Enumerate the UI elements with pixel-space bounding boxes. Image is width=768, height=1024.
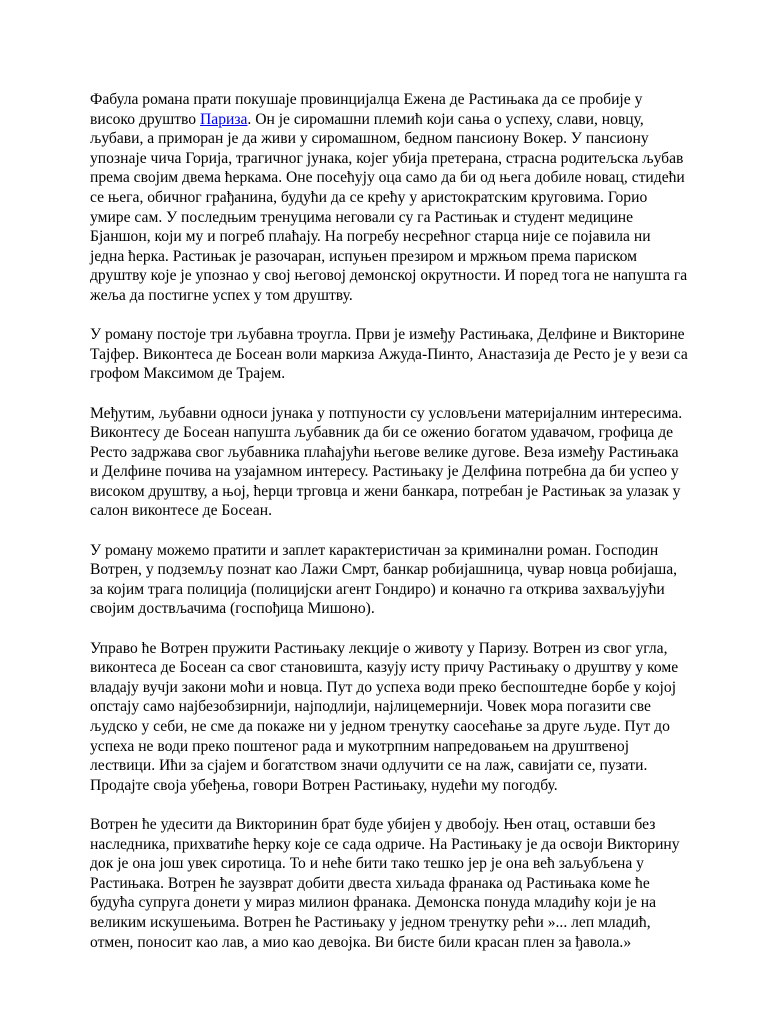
paris-link[interactable]: Париза (200, 110, 248, 128)
paragraph-vautrin-lessons: Управо ће Вотрен пружити Растињаку лекције о животу у Паризу. Вотрен из свог угла, виконтеса де Босеан са свог становишта, казују исту причу Растињаку о друштву у коме владају вучји закони моћи и новца. Пут до успеха води преко беспоштедне борбе у којој опстају само најбезобзирнији, најподлији, најлицемернији. Човек мора погазити све људско у себи, не сме да покаже ни у једном тренутку саосећање за друге људе. Пут до успеха не води преко поштеног рада и мукотрпним напредовањем на друштвеној лествици. Ићи за сјајем и богатством значи одлучити се на лаж, савијати се, пузати. Продајте своја убеђења, говори Вотрен Растињаку, нудећи му погодбу. (90, 639, 679, 794)
paragraph-text: . Он је сиромашни племић који сања о успеху, слави, новцу, љубави, а приморан је да живи у сиромашном, бедном пансиону Вокер. У пансиону упознаје чича Горија, трагичног јунака, којег убија претерана, страсна родитељска љубав према својим двема ћеркама. Оне посећују оца само да би од њега добиле новац, стидећи се њега, обичног грађанина, будући да се крећу у аристократским круговима. Горио умире сам. У последњим тренуцима неговали су га Растињак и студент медицине Бјаншон, који му и погреб плаћају. На погребу несрећног старца није се појавила ни једна ћерка. Растињак је разочаран, испуњен презиром и мржњом према париском друштву које је упознао у свој његовој демонској окрутности. И поред тога не напушта га жеља да постигне успех у том друштву. (90, 110, 688, 304)
paragraph-text: Фабула романа прати покушаје провинцијалца Ежена де Растињака да се пробије у високо друштво (90, 91, 643, 128)
paragraph-love-triangles: У роману постоје три љубавна троугла. Први је између Растињака, Делфине и Викторине Тајфер. Виконтеса де Босеан воли маркиза Ажуда-Пинто, Анастазија де Ресто је у вези са грофом Максимом де Трајем. (90, 326, 688, 383)
paragraph-material-interests: Међутим, љубавни односи јунака у потпуности су условљени материјалним интересима. Виконтесу де Босеан напушта љубавник да би се оженио богатом удавачом, грофица де Ресто задржава свог љубавника плаћајући његове велике дугове. Веза између Растињака и Делфине почива на узајамном интересу. Растињаку је Делфина потребна да би успео у високом друштву, а њој, ћерци трговца и жени банкара, потребан је Растињак за улазак у салон виконтесе де Босеан. (90, 404, 683, 520)
paragraph-vautrin-offer: Вотрен ће удесити да Викторинин брат буде убијен у двобоју. Њен отац, оставши без наследника, прихватиће ћерку које се сада одриче. На Растињаку је да освоји Викторину док је она још увек сиротица. То и неће бити тако тешко јер је она већ заљубљена у Растињака. Вотрен ће заузврат добити двеста хиљада франака од Растињака коме ће будућа супруга донети у мираз милион франака. Демонска понуда младићу који је на великим искушењима. Вотрен ће Растињаку у једном тренутку рећи »... леп младић, отмен, поносит као лав, а мио као девојка. Ви бисте били красан плен за ђавола.» (90, 815, 680, 951)
document-body (90, 90, 688, 952)
paragraph-plot-summary (90, 90, 688, 306)
paragraph-criminal-plot: У роману можемо пратити и заплет карактеристичан за криминални роман. Господин Вотрен, у подземљу познат као Лажи Смрт, банкар робијашница, чувар новца робијаша, за којим трага полиција (полицијски агент Гондиро) и коначно га открива захваљујући својим доствљачима (госпођица Мишоно). (90, 541, 678, 618)
